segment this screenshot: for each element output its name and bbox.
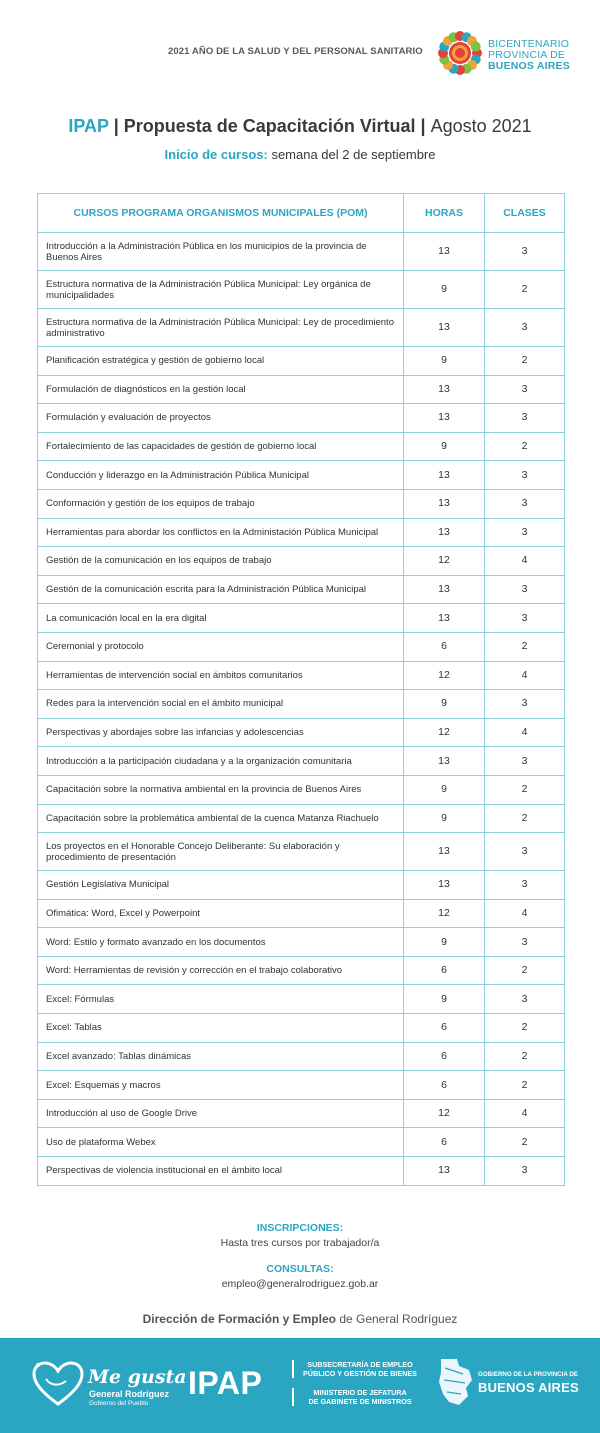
hours-cell: 13 — [404, 489, 485, 518]
course-name-cell: Excel: Fórmulas — [38, 985, 404, 1014]
gobierno-pueblo-text: Gobierno del Pueblo — [89, 1400, 149, 1407]
hours-cell: 12 — [404, 661, 485, 690]
classes-cell: 4 — [485, 1099, 565, 1128]
classes-cell: 3 — [485, 375, 565, 404]
course-name-cell: Ofimática: Word, Excel y Powerpoint — [38, 899, 404, 928]
table-row — [38, 718, 565, 747]
ministerio-block — [300, 1388, 420, 1406]
divider-1 — [292, 1360, 294, 1378]
classes-cell: 3 — [485, 575, 565, 604]
hours-cell: 13 — [404, 233, 485, 271]
hours-cell: 13 — [404, 604, 485, 633]
course-name-cell: Perspectivas de violencia institucional en el ámbito local — [38, 1157, 404, 1186]
courses-table — [37, 193, 565, 1186]
course-name-cell: Word: Herramientas de revisión y corrección en el trabajo colaborativo — [38, 956, 404, 985]
hours-cell: 9 — [404, 690, 485, 719]
classes-cell: 2 — [485, 632, 565, 661]
direccion-text — [0, 1312, 600, 1326]
course-name-cell: Word: Estilo y formato avanzado en los documentos — [38, 928, 404, 957]
table-row — [38, 575, 565, 604]
course-name-cell: Excel: Esquemas y macros — [38, 1071, 404, 1100]
table-row — [38, 775, 565, 804]
course-name-cell: Capacitación sobre la problemática ambiental de la cuenca Matanza Riachuelo — [38, 804, 404, 833]
table-row — [38, 375, 565, 404]
table-row — [38, 899, 565, 928]
classes-cell: 3 — [485, 747, 565, 776]
table-row — [38, 871, 565, 900]
subsecretaria-line-2: PÚBLICO Y GESTIÓN DE BIENES — [303, 1369, 417, 1378]
course-name-cell: Herramientas de intervención social en ámbitos comunitarios — [38, 661, 404, 690]
classes-cell: 3 — [485, 233, 565, 271]
table-row — [38, 489, 565, 518]
table-row — [38, 1157, 565, 1186]
table-row — [38, 604, 565, 633]
title-sep-1: | — [108, 116, 124, 136]
subtitle-label: Inicio de cursos: — [164, 147, 268, 162]
classes-cell: 2 — [485, 956, 565, 985]
hours-cell: 9 — [404, 271, 485, 309]
table-row — [38, 461, 565, 490]
table-row — [38, 747, 565, 776]
course-name-cell: Gestión de la comunicación escrita para la Administración Pública Municipal — [38, 575, 404, 604]
classes-cell: 3 — [485, 518, 565, 547]
hours-cell: 12 — [404, 547, 485, 576]
table-row — [38, 1128, 565, 1157]
table-row — [38, 309, 565, 347]
hours-cell: 12 — [404, 899, 485, 928]
course-name-cell: Fortalecimiento de las capacidades de gestión de gobierno local — [38, 432, 404, 461]
hours-cell: 13 — [404, 575, 485, 604]
title-date: Agosto 2021 — [430, 116, 532, 136]
course-name-cell: Introducción a la Administración Pública en los municipios de la provincia de Buenos Aires — [38, 233, 404, 271]
course-name-cell: Introducción a la participación ciudadana y a la organización comunitaria — [38, 747, 404, 776]
classes-cell: 4 — [485, 899, 565, 928]
course-name-cell: Redes para la intervención social en el ámbito municipal — [38, 690, 404, 719]
table-row — [38, 432, 565, 461]
classes-cell: 3 — [485, 489, 565, 518]
table-row — [38, 804, 565, 833]
classes-cell: 4 — [485, 547, 565, 576]
table-row — [38, 661, 565, 690]
classes-cell: 3 — [485, 1157, 565, 1186]
heart-logo-icon — [30, 1357, 86, 1409]
course-name-cell: Excel: Tablas — [38, 1014, 404, 1043]
table-row — [38, 518, 565, 547]
classes-cell: 2 — [485, 1014, 565, 1043]
inscripciones-block — [0, 1222, 600, 1249]
hours-cell: 13 — [404, 518, 485, 547]
course-name-cell: Conformación y gestión de los equipos de trabajo — [38, 489, 404, 518]
table-row — [38, 690, 565, 719]
course-name-cell: Ceremonial y protocolo — [38, 632, 404, 661]
hours-cell: 6 — [404, 1071, 485, 1100]
consultas-title: CONSULTAS: — [266, 1263, 334, 1275]
classes-cell: 2 — [485, 1128, 565, 1157]
gobierno-provincia-text: GOBIERNO DE LA PROVINCIA DE — [478, 1371, 578, 1378]
table-row — [38, 271, 565, 309]
hours-cell: 6 — [404, 1042, 485, 1071]
hours-cell: 9 — [404, 347, 485, 376]
top-header — [0, 28, 600, 84]
divider-2 — [292, 1388, 294, 1406]
table-row — [38, 1014, 565, 1043]
hours-cell: 13 — [404, 1157, 485, 1186]
page-subtitle — [0, 147, 600, 162]
hours-cell: 13 — [404, 375, 485, 404]
course-name-cell: Gestión de la comunicación en los equipos de trabajo — [38, 547, 404, 576]
table-row — [38, 404, 565, 433]
hours-cell: 6 — [404, 632, 485, 661]
classes-cell: 3 — [485, 604, 565, 633]
classes-cell: 3 — [485, 833, 565, 871]
direccion-bold: Dirección de Formación y Empleo — [142, 1312, 336, 1326]
classes-cell: 3 — [485, 404, 565, 433]
hours-cell: 12 — [404, 718, 485, 747]
hours-cell: 13 — [404, 404, 485, 433]
header-cursos: CURSOS PROGRAMA ORGANISMOS MUNICIPALES (POM) — [38, 194, 404, 233]
classes-cell: 4 — [485, 718, 565, 747]
classes-cell: 2 — [485, 1042, 565, 1071]
subtitle-text: semana del 2 de septiembre — [267, 147, 436, 162]
course-name-cell: La comunicación local en la era digital — [38, 604, 404, 633]
table-row — [38, 928, 565, 957]
page-title — [0, 116, 600, 137]
table-row — [38, 985, 565, 1014]
direccion-rest: de General Rodríguez — [335, 1312, 458, 1326]
hours-cell: 9 — [404, 928, 485, 957]
classes-cell: 2 — [485, 804, 565, 833]
classes-cell: 2 — [485, 347, 565, 376]
classes-cell: 4 — [485, 661, 565, 690]
course-name-cell: Planificación estratégica y gestión de gobierno local — [38, 347, 404, 376]
hours-cell: 13 — [404, 747, 485, 776]
table-row — [38, 956, 565, 985]
course-name-cell: Formulación y evaluación de proyectos — [38, 404, 404, 433]
course-name-cell: Estructura normativa de la Administración Pública Municipal: Ley de procedimiento administrativo — [38, 309, 404, 347]
table-row — [38, 1099, 565, 1128]
hours-cell: 13 — [404, 461, 485, 490]
header-clases: CLASES — [485, 194, 565, 233]
hours-cell: 6 — [404, 1014, 485, 1043]
course-name-cell: Los proyectos en el Honorable Concejo Deliberante: Su elaboración y procedimiento de presentación — [38, 833, 404, 871]
subsecretaria-block — [300, 1360, 420, 1378]
classes-cell: 2 — [485, 432, 565, 461]
bicentenario-line-3: BUENOS AIRES — [488, 60, 570, 72]
course-name-cell: Conducción y liderazgo en la Administración Pública Municipal — [38, 461, 404, 490]
table-row — [38, 1042, 565, 1071]
sun-emblem-icon — [435, 28, 485, 78]
course-name-cell: Gestión Legislativa Municipal — [38, 871, 404, 900]
classes-cell: 3 — [485, 461, 565, 490]
ministerio-line-2: DE GABINETE DE MINISTROS — [308, 1397, 412, 1406]
hours-cell: 9 — [404, 775, 485, 804]
hours-cell: 13 — [404, 309, 485, 347]
me-gusta-title: Me gusta — [88, 1366, 187, 1388]
course-name-cell: Estructura normativa de la Administración Pública Municipal: Ley orgánica de municipalidades — [38, 271, 404, 309]
consultas-email[interactable]: empleo@generalrodriguez.gob.ar — [221, 1278, 379, 1290]
bicentenario-line-1: BICENTENARIO — [488, 38, 570, 50]
hours-cell: 9 — [404, 804, 485, 833]
classes-cell: 2 — [485, 1071, 565, 1100]
classes-cell: 3 — [485, 985, 565, 1014]
general-rodriguez-text: General Rodríguez — [89, 1389, 170, 1399]
hours-cell: 13 — [404, 833, 485, 871]
consultas-block — [0, 1263, 600, 1290]
ministerio-line-1: MINISTERIO DE JEFATURA — [313, 1388, 407, 1397]
classes-cell: 2 — [485, 775, 565, 804]
table-row — [38, 233, 565, 271]
course-name-cell: Uso de plataforma Webex — [38, 1128, 404, 1157]
bicentenario-line-2: PROVINCIA DE — [488, 49, 566, 61]
hours-cell: 6 — [404, 1128, 485, 1157]
hours-cell: 13 — [404, 871, 485, 900]
course-name-cell: Formulación de diagnósticos en la gestión local — [38, 375, 404, 404]
buenos-aires-text: BUENOS AIRES — [478, 1380, 579, 1395]
course-name-cell: Capacitación sobre la normativa ambiental en la provincia de Buenos Aires — [38, 775, 404, 804]
classes-cell: 3 — [485, 871, 565, 900]
course-name-cell: Perspectivas y abordajes sobre las infancias y adolescencias — [38, 718, 404, 747]
title-ipap: IPAP — [68, 116, 109, 136]
table-row — [38, 347, 565, 376]
table-row — [38, 833, 565, 871]
hours-cell: 9 — [404, 432, 485, 461]
subsecretaria-line-1: SUBSECRETARÍA DE EMPLEO — [307, 1360, 413, 1369]
footer-bar — [0, 1338, 600, 1433]
inscripciones-title: INSCRIPCIONES: — [256, 1222, 344, 1234]
classes-cell: 3 — [485, 928, 565, 957]
course-name-cell: Introducción al uso de Google Drive — [38, 1099, 404, 1128]
title-main: Propuesta de Capacitación Virtual — [123, 116, 416, 136]
table-row — [38, 632, 565, 661]
classes-cell: 3 — [485, 309, 565, 347]
year-motto: 2021 AÑO DE LA SALUD Y DEL PERSONAL SANITARIO — [168, 46, 423, 57]
hours-cell: 9 — [404, 985, 485, 1014]
course-name-cell: Excel avanzado: Tablas dinámicas — [38, 1042, 404, 1071]
classes-cell: 2 — [485, 271, 565, 309]
table-row — [38, 1071, 565, 1100]
hours-cell: 12 — [404, 1099, 485, 1128]
ipap-logo: IPAP — [188, 1365, 263, 1401]
course-name-cell: Herramientas para abordar los conflictos en la Administación Pública Municipal — [38, 518, 404, 547]
province-map-icon — [435, 1356, 475, 1408]
header-horas: HORAS — [404, 194, 485, 233]
table-header-row — [38, 194, 565, 233]
table-row — [38, 547, 565, 576]
hours-cell: 6 — [404, 956, 485, 985]
title-sep-2: | — [415, 116, 431, 136]
inscripciones-text: Hasta tres cursos por trabajador/a — [220, 1237, 380, 1249]
bicentenario-logo-text — [488, 39, 570, 72]
classes-cell: 3 — [485, 690, 565, 719]
